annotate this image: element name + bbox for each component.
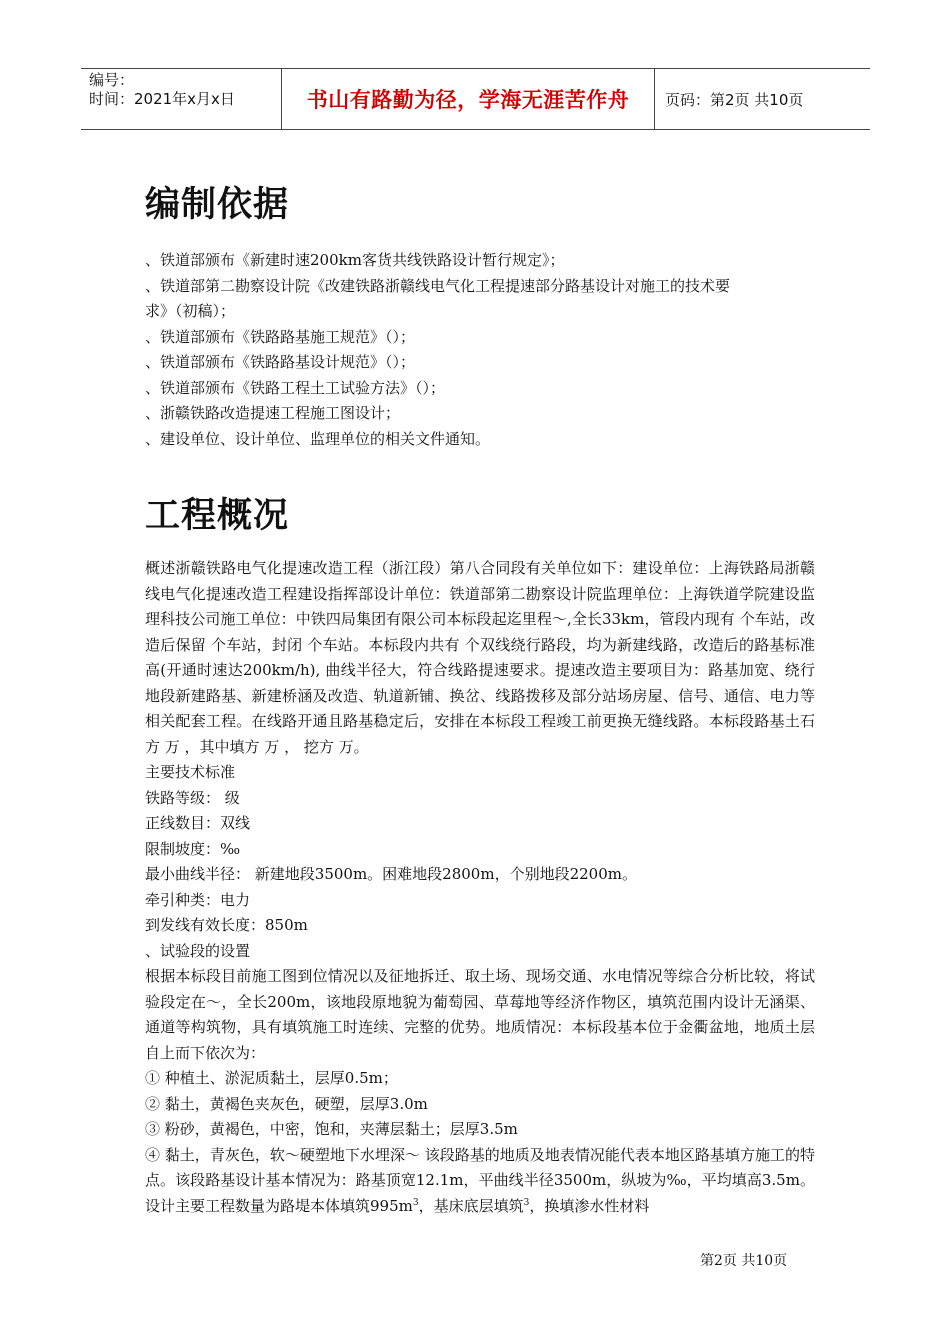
soil-layer-item: ③ 粉砂，黄褐色，中密，饱和，夹薄层黏土；层厚3.5m — [145, 1120, 518, 1138]
basis-item: 、铁道部第二勘察设计院《改建铁路浙赣线电气化工程提速部分路基设计对施工的技术要 — [145, 276, 731, 295]
standard-item: 正线数目：双线 — [145, 814, 251, 832]
page-footer: 第2页 共10页 — [700, 1253, 788, 1269]
header-page-cell — [655, 69, 870, 129]
standard-item: 限制坡度：‰ — [145, 839, 241, 858]
header-motto-cell — [281, 69, 655, 129]
trial-heading: 、试验段的设置 — [145, 941, 251, 960]
document-body — [145, 175, 815, 1219]
standard-item: 铁路等级： 级 — [145, 788, 240, 807]
basis-item: 、铁道部颁布《铁路路基设计规范》（）； — [145, 353, 416, 371]
standards-heading: 主要技术标准 — [145, 763, 236, 781]
basis-item: 、铁道部颁布《新建时速200km客货共线铁路设计暂行规定》； — [145, 251, 565, 269]
section-title-basis: 编制依据 — [145, 185, 290, 225]
basis-item: 、建设单位、设计单位、监理单位的相关文件通知。 — [145, 429, 491, 448]
header-meta — [81, 69, 281, 129]
standard-item: 最小曲线半径： 新建地段3500m。困难地段2800m，个别地段2200m。 — [145, 865, 637, 883]
design-text-part: ，基床底层填筑 — [418, 1196, 524, 1215]
trial-paragraph: 根据本标段目前施工图到位情况以及征地拆迁、取土场、现场交通、水电情况等综合分析比较，将试验段定在～，全长200m，该地段原地貌为葡萄园、草莓地等经济作物区，填筑范围内设计无涵渠、通道等构筑物，具有填筑施工时连续、完整的优势。地质情况：本标段基本位于金衢盆地，地质土层自上而下依次为： — [145, 967, 815, 1062]
basis-list — [145, 248, 815, 452]
soil-layer-item: ① 种植土、淤泥质黏土，层厚0.5m； — [145, 1069, 398, 1087]
design-text-part: ④ 黏土，青灰色，软～硬塑地下水埋深～ 该段路基的地质及地表情况能代表本地区路基填方施工的特点。该段路基设计基本情况为：路基顶宽12.1m，平曲线半径3500m，纵坡为‰，平均填高3.5m。设计主要工程数量为路堤本体填筑995m — [145, 1145, 815, 1215]
design-paragraph — [145, 1143, 815, 1220]
basis-item: 、浙赣铁路改造提速工程施工图设计； — [145, 404, 401, 422]
design-text-part: ，换填渗水性材料 — [529, 1196, 650, 1215]
overview-paragraph: 概述浙赣铁路电气化提速改造工程（浙江段）第八合同段有关单位如下：建设单位：上海铁路局浙赣线电气化提速改造工程建设指挥部设计单位：铁道部第二勘察设计院监理单位：上海铁道学院建设监理科技公司施工单位：中铁四局集团有限公司本标段起迄里程～,全长33km，管段内现有 个车站，改造后保留 个车站，封闭 个车站。本标段内共有 个双线绕行路段，均为新建线路，改造后的路基标准高(开通时速达200km/h), 曲线半径大，符合线路提速要求。提速改造主要项目为：路基加宽、绕行地段新建路基、新建桥涵及改造、轨道新铺、换岔、线路拨移及部分站场房屋、信号、通信、电力等相关配套工程。在线路开通且路基稳定后，安排在本标段工程竣工前更换无缝线路。本标段路基土石方 万 ，其中填方 万 ， 挖方 万。 — [145, 559, 815, 756]
header-page-number: 页码：第2页 共10页 — [665, 90, 804, 109]
section-title-overview: 工程概况 — [145, 496, 290, 536]
basis-item: 、铁道部颁布《铁路工程土工试验方法》（）； — [145, 378, 446, 397]
cubic-superscript: 3 — [412, 1197, 419, 1208]
header-motto: 书山有路勤为径，学海无涯苦作舟 — [306, 88, 630, 112]
standard-item: 到发线有效长度：850m — [145, 916, 308, 934]
document-number-label: 编号： — [89, 71, 135, 89]
page-header — [81, 68, 870, 130]
standard-item: 牵引种类：电力 — [145, 890, 251, 909]
cubic-superscript: 3 — [523, 1197, 530, 1208]
soil-layer-item: ② 黏土，黄褐色夹灰色，硬塑，层厚3.0m — [145, 1094, 428, 1113]
basis-item: 求》（初稿）； — [145, 302, 236, 320]
basis-item: 、铁道部颁布《铁路路基施工规范》（）； — [145, 327, 416, 346]
document-date-label: 时间：2021年x月x日 — [89, 90, 235, 108]
